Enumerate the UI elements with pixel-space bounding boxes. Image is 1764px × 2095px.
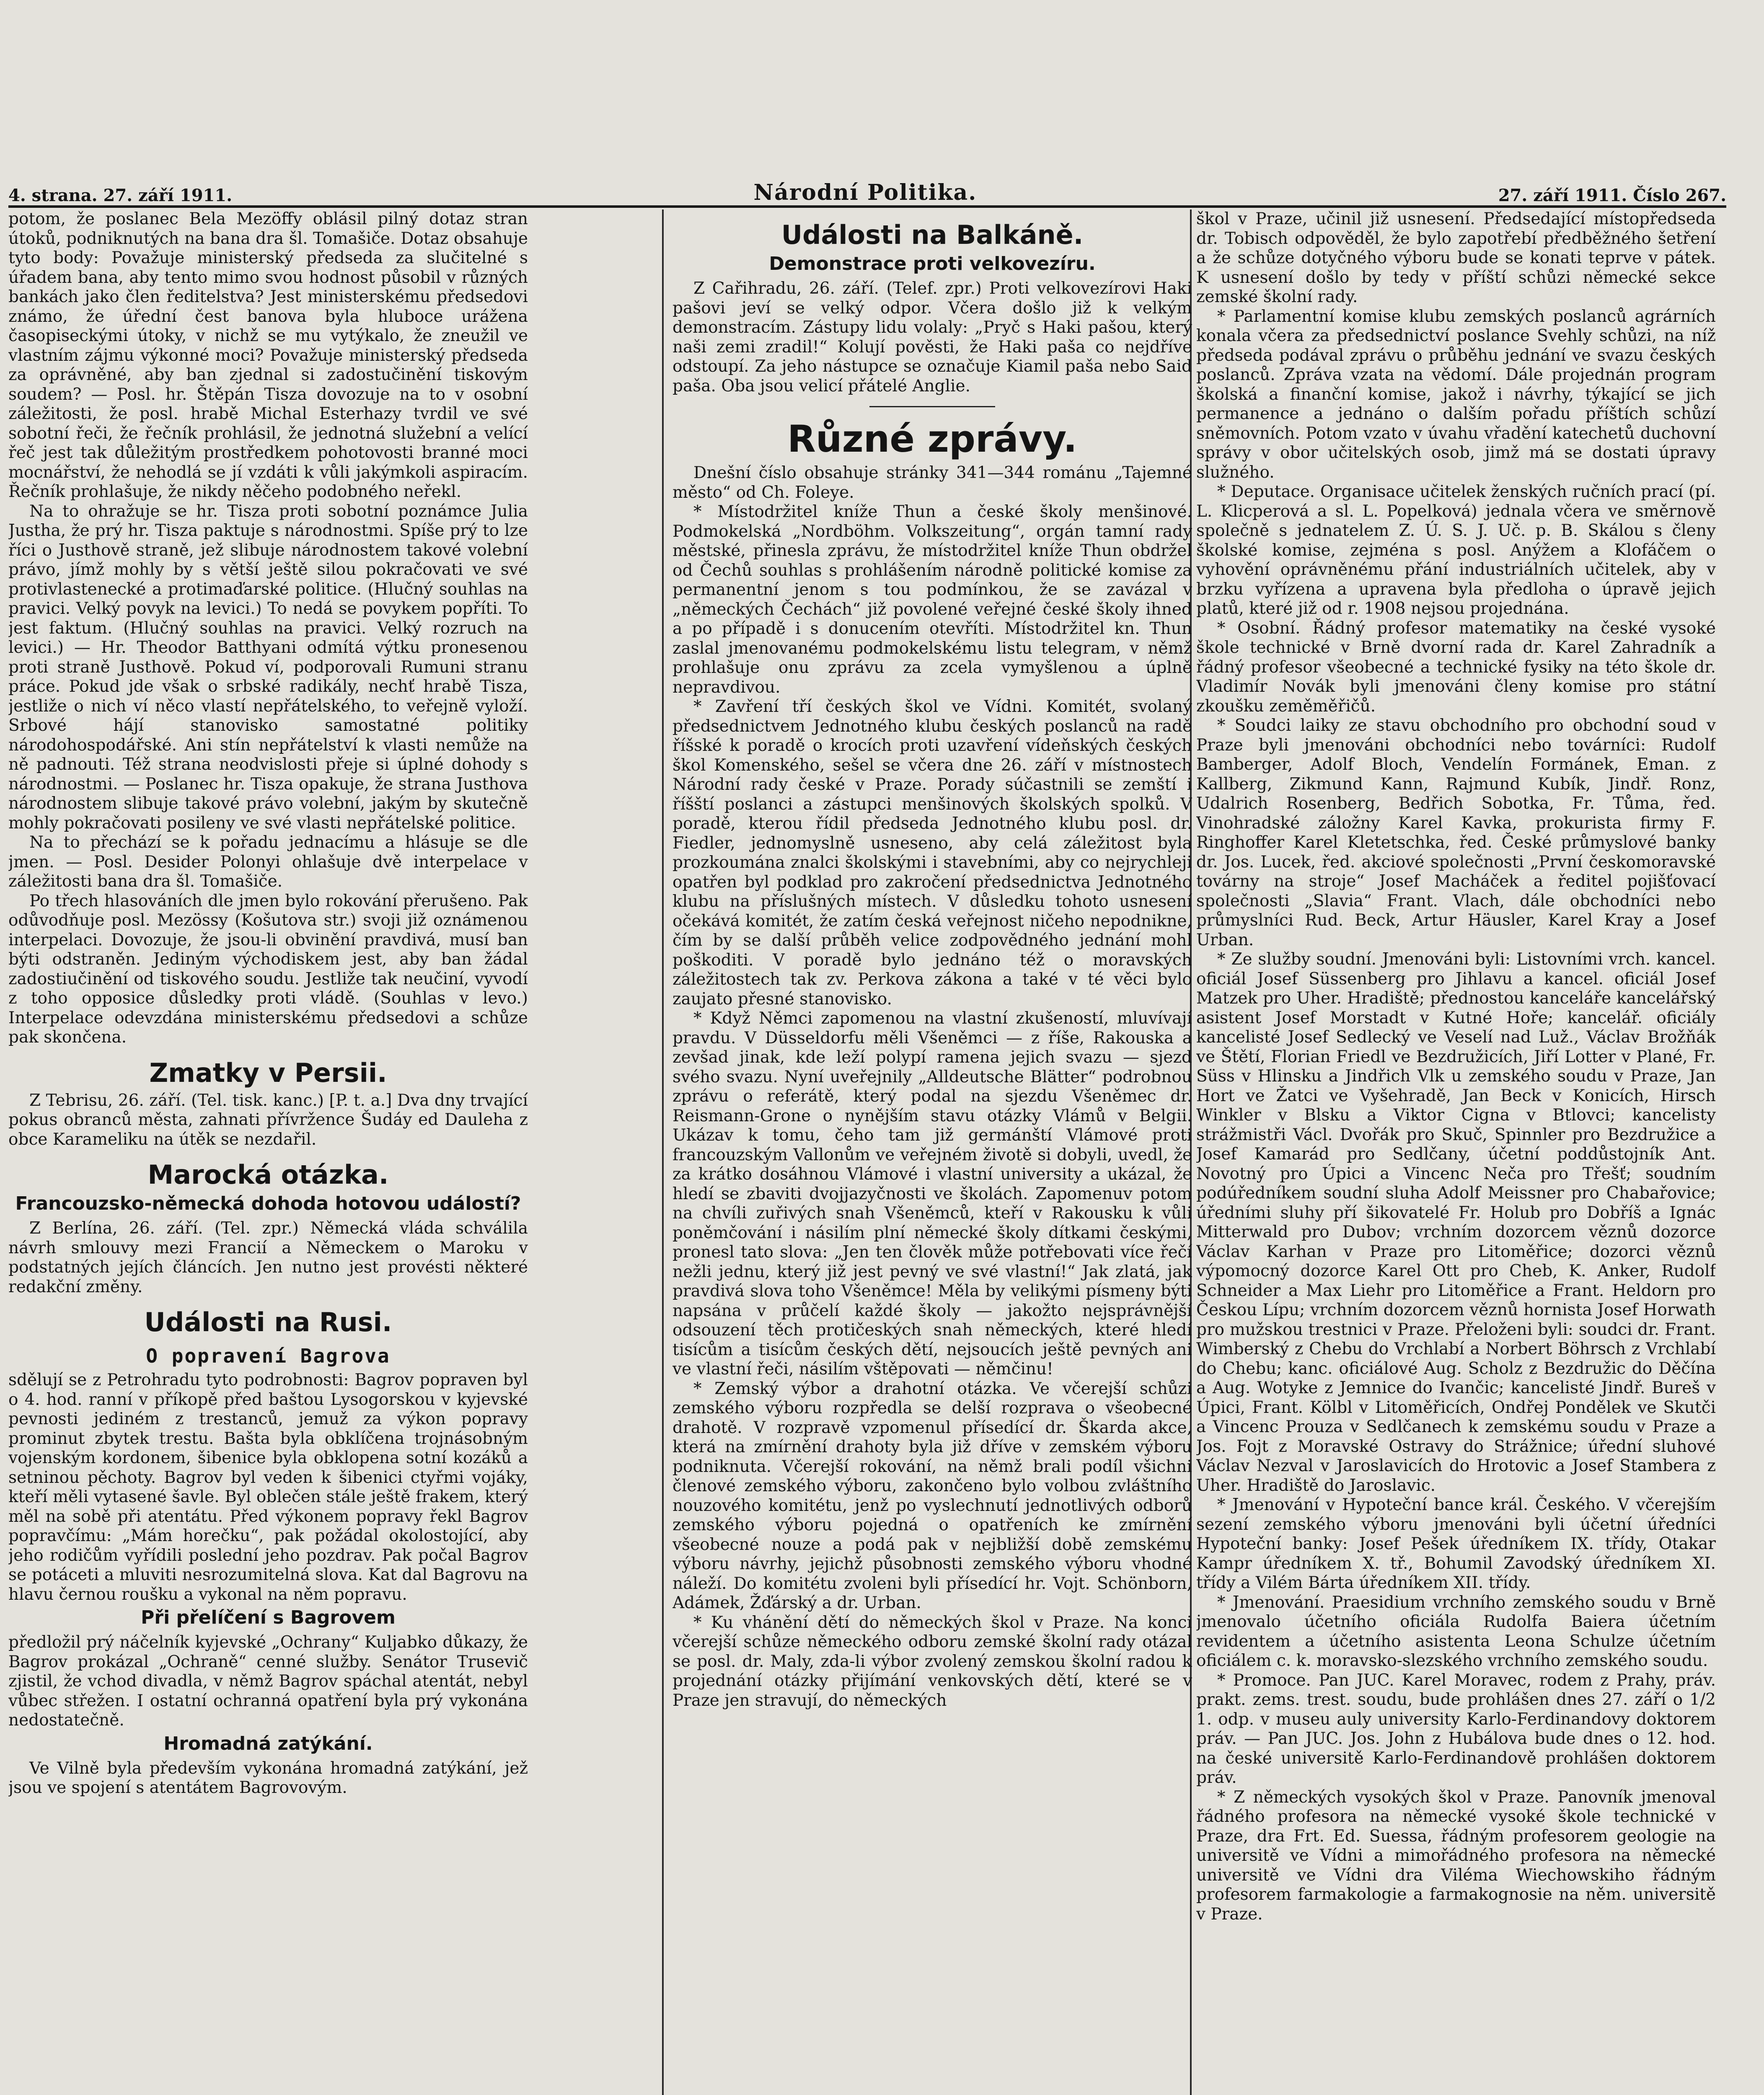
article-paragraph: Z Berlína, 26. září. (Tel. zpr.) Německá vláda schválila návrh smlouvy mezi Francií a Německem o Maroku v podstatných jejích článcích. Jen nutno jest provésti některé redakční změny. <box>8 1219 528 1296</box>
column-divider-1 <box>662 210 664 2095</box>
section-rule <box>869 406 995 407</box>
article-paragraph: * Promoce. Pan JUC. Karel Moravec, rodem z Prahy, práv. prakt. zems. trest. soudu, bude prohlášen dnes 27. září o 1/2 1. odp. v museu auly university Karlo-Ferdinandovy doktorem práv. — Pan JUC. Jos. John z Hubálova bude dnes o 12. hod. na české universitě Karlo-Ferdinandově prohlášen doktorem práv. <box>1196 1671 1716 1787</box>
heading-rus: Události na Rusi. <box>144 1307 392 1337</box>
subheading-bagrov: O popravení Bagrova <box>146 1345 391 1367</box>
article-paragraph: * Ze služby soudní. Jmenováni byli: Listovními vrch. kancel. oficiál Josef Süssenberg pro Jihlavu a kancel. oficiál Josef Matzek pro Uher. Hradiště; přednostou kanceláře kancelářský asistent Josef Morstadt v Kutné Hoře; kancelář. oficiály kancelisté Josef Sedlecký ve Veselí nad Luž., Václav Brožňák ve Štětí, Florian Friedl ve Bezdružicích, Jiří Lotter v Plané, Fr. Süss v Hlinsku a Jindřich Vlk u zemského soudu v Praze, Jan Hort ve Žatci ve Vyšehradě, Jan Beck v Konicích, Hirsch Winkler v Blsku a Viktor Cigna v Btlovci; kancelisty strážmistři Václ. Dvořák pro Skuč, Spinnler pro Bezdružice a Josef Kamarád pro Sedlčany, účetní poddůstojník Ant. Novotný pro Úpici a Vincenc Neča pro Třešť; soudním podúředníkem soudní sluha Adolf Meissner pro Chabařovice; úředními sluhy pří šikovatelé Fr. Holub pro Dobříš a Ignác Mitterwald pro Dubov; vrchním dozorcem věznů dozorce Václav Karhan v Praze pro Litoměřice; dozorci věznů výpomocný dozorce Karel Ott pro Cheb, K. Anker, Rudolf Schneider a Max Liehr pro Litoměřice a Frant. Heldorn pro Českou Lípu; vrchním dozorcem věznů hornista Josef Horwath pro mužskou trestnici v Praze. Přeloženi byli: soudci dr. Frant. Wimberský z Chebu do Vrchlabí a Norbert Böhrsch z Vrchlabí do Chebu; kanc. oficiálové Aug. Scholz z Bezdružic do Děčína a Aug. Wotyke z Jemnice do Ivančic; kancelisté Jindř. Bureš v Úpici, Frant. Kölbl v Litoměřicích, Ondřej Pondělek ve Skutči a Vincenc Prouza v Sedlčanech k zemskému soudu v Praze a Jos. Fojt z Moravské Ostravy do Strážnice; úřední sluhové Václav Nezval v Jaroslavicích do Hrotovic a Josef Stambera z Uher. Hradiště do Jaroslavic. <box>1196 950 1716 1495</box>
masthead: Národní Politika. <box>753 180 977 205</box>
column-1 <box>8 210 528 2095</box>
subheading-demonstrace: Demonstrace proti velkovezíru. <box>769 253 1096 274</box>
article-paragraph: Z Cařihradu, 26. září. (Telef. zpr.) Proti velkovezírovi Haki pašovi jeví se velký odpor. Včera došlo již k velkým demonstracím. Zástupy lidu volaly: „Pryč s Haki pašou, který naši zemi zradil!“ Kolují pověsti, že Haki paša co nejdříve odstoupí. Za jeho nástupce se označuje Kiamil paša nebo Said paša. Oba jsou velicí přátelé Anglie. <box>672 279 1192 396</box>
article-paragraph: Po třech hlasováních dle jmen bylo rokování přerušeno. Pak odůvodňuje posl. Mezössy (Košutova str.) svoji již oznámenou interpelaci. Dovozuje, že jsou-li obvinění pravdivá, musí ban býti odstraněn. Jediným východiskem jest, aby ban žádal zadostiučinění od tiskového soudu. Jestliže tak neučiní, vyvodí z toho opposice důsledky proti vládě. (Souhlas v levo.) Interpelace odevzdána ministerskému předsedovi a schůze pak skončena. <box>8 891 528 1047</box>
article-paragraph: Na to přechází se k pořadu jednacímu a hlásuje se dle jmen. — Posl. Desider Polonyi ohlašuje dvě interpelace v záležitosti bana dra šl. Tomašiče. <box>8 833 528 891</box>
article-paragraph: * Z německých vysokých škol v Praze. Panovník jmenoval řádného profesora na německé vysoké škole technické v Praze, dra Frt. Ed. Suessa, řádným profesorem geologie na universitě ve Vídni a mimořádného profesora na německé universitě ve Vídni dra Viléma Wiechowskiho řádným profesorem farmakologie a farmakognosie na něm. universitě v Praze. <box>1196 1787 1716 1924</box>
article-paragraph: * Osobní. Řádný profesor matematiky na české vysoké škole technické v Brně dvorní rada dr. Karel Zahradník a řádný profesor všeobecné a technické fysiky na této škole dr. Vladimír Novák byli jmenováni členy komise pro státní zkoušku zeměměřičů. <box>1196 618 1716 716</box>
article-paragraph: * Když Němci zapomenou na vlastní zkušeností, mluvívají pravdu. V Düsseldorfu měli Všeněmci — z říše, Rakouska a zevšad jinak, kde leží polypí ramena jejich svazu — sjezd svého svazu. Nyní uveřejnily „Alldeutsche Blätter“ podrobnou zprávu o referátě, který podal na sjezdu Všeněmec dr. Reismann-Grone o nynějším stavu otázky Vlámů v Belgii. Ukázav k tomu, čeho tam již germánští Vlámové proti francouzským Vallonům ve veřejném životě si dobyli, uvedl, že za krátko dosáhnou Vlámové i vlastní university a ukázal, že hledí se zbaviti dvojjazyčnosti ve školách. Zapomenuv potom na chvíli zuřivých snah Všeněmců, kteří v Rakousku k vůli poněmčování i násilím plní německé školy dítkami českými, pronesl tato slova: „Jen ten člověk může potřebovati více řečí nežli jednu, který již jest pevný ve své vlastní!“ Jak zlatá, jak pravdivá slova toho Všeněmce! Měla by velikými písmeny býti napsána v průčelí každé školy — jakožto nejsprávnější odsouzení těch protičeských snah německých, které hledí tisícům a tisícům českých dětí, nejsoucích ještě pevných ani ve vlastní řeči, násilím vštěpovati — němčinu! <box>672 1009 1192 1379</box>
header-rule <box>8 205 1726 208</box>
header-right: 27. září 1911. Číslo 267. <box>1498 186 1726 205</box>
article-paragraph: * Jmenování v Hypoteční bance král. Českého. V včerejším sezení zemského výboru jmenováni byli účetní úředníci Hypoteční banky: Josef Pešek úředníkem IX. třídy, Otakar Kampr úředníkem X. tř., Bohumil Zavodský úředníkem XI. třídy a Vilém Bárta úředníkem XII. třídy. <box>1196 1495 1716 1592</box>
heading-maroko: Marocká otázka. <box>147 1159 389 1190</box>
article-paragraph: * Parlamentní komise klubu zemských poslanců agrárních konala včera za předsednictví poslance Svehly schůzi, na níž předseda podával zprávu o průběhu jednání ve svazu českých poslanců. Zpráva vzata na vědomí. Dále projednán program školská a finanční komise, jakož i návrhy, týkající se jich permanence a jednáno o dalším pořadu příštích schůzí sněmovních. Potom vzato v úvahu vřadění katechetů duchovní správy v obor učitelských osob, jimž má se dostati úpravy služného. <box>1196 307 1716 482</box>
article-paragraph: * Jmenování. Praesidium vrchního zemského soudu v Brně jmenovalo účetního oficiála Rudolfa Baiera účetním revidentem a účetního asistenta Leona Schulze účetním oficiálem c. k. moravsko-slezského vrchního zemského soudu. <box>1196 1593 1716 1670</box>
article-paragraph: * Místodržitel kníže Thun a české školy menšinové. Podmokelská „Nordböhm. Volkszeitung“, orgán tamní rady městské, přinesla zprávu, že místodržitel kníže Thun obdržel od Čechů souhlas s prohlášením národně politické komise za permanentní jenom s tou podmínkou, že se zavázal v „německých Čechách“ již povolené veřejné české školy ihned a po případě i s donucením otevříti. Místodržitel kn. Thun zaslal jmenovanému podmokelskému listu telegram, v němž prohlašuje onu zprávu za zcela vymyšlenou a úplně nepravdivou. <box>672 502 1192 697</box>
column-3 <box>1196 210 1716 2095</box>
subheading-zatykani: Hromadná zatýkání. <box>163 1733 373 1754</box>
article-paragraph: * Zemský výbor a drahotní otázka. Ve včerejší schůzi zemského výboru rozpředla se delší rozprava o všeobecné drahotě. V rozpravě vzpomenul přísedící dr. Škarda akce, která na zmírnění drahoty byla již dříve v zemském výboru podniknuta. Včerejší rokování, na němž brali podíl všichni členové zemského výboru, zakončeno bylo volbou zvláštního nouzového komitétu, jenž po vyslechnutí jednotlivých odborů zemského výboru pojedná o opatřeních ke zmírnění všeobecné nouze a podá pak v nejbližší době zemskému výboru návrhy, jejichž působnosti zemského výboru vhodné náleží. Do komitétu zvoleni byli přísedící hr. Vojt. Schönborn, Adámek, Žďárský a dr. Urban. <box>672 1379 1192 1612</box>
subheading-maroko: Francouzsko-německá dohoda hotovou událostí? <box>15 1193 521 1214</box>
article-paragraph: * Zavření tří českých škol ve Vídni. Komitét, svolaný předsednictvem Jednotného klubu českých poslanců na radě říšské k poradě o krocích proti uzavření vídeňských českých škol Komenského, sešel se včera dne 26. září v místnostech Národní rady české v Praze. Porady súčastnili se zemští i říšští poslanci a zástupci menšinových školských spolků. V poradě, kterou řídil předseda Jednotného klubu posl. dr. Fiedler, jednomyslně usneseno, aby celá záležitost byla prozkoumána znalci školskými i stavebními, aby co nejrychleji opatřen byl podklad pro zakročení předsednictva Jednotného klubu na příslušných místech. V důsledku tohoto usnesení očekává komitét, že zatím česká veřejnost ničeho nepodnikne, čím by se další průběh velice zodpovědného jednání mohl poškoditi. V poradě bylo jednáno též o moravských záležitostech tak zv. Perkova zákona a také v té věci bylo zaujato přesné stanovisko. <box>672 697 1192 1009</box>
subheading-prelicen: Při přelíčení s Bagrovem <box>141 1607 396 1628</box>
article-paragraph: * Ku vhánění dětí do německých škol v Praze. Na konci včerejší schůze německého odboru zemské školní rady otázal se posl. dr. Maly, zda-li výbor zvolený zemskou školní radou k projednání otázky přijímání venkovských dětí, které se v Praze jen stravují, do německých <box>672 1613 1192 1710</box>
heading-ruzne: Různé zprávy. <box>787 417 1077 460</box>
header-left: 4. strana. 27. září 1911. <box>8 186 233 205</box>
article-paragraph: * Deputace. Organisace učitelek ženských ručních prací (pí. L. Klicperová a sl. L. Popelková) jednala včera ve směrnově společně s jednatelem Z. Ú. S. J. Uč. p. B. Skálou s členy školské komise, zejména s posl. Anýžem a Klofáčem o vyhovění oprávněnému přání industriálních učitelek, aby v brzku vyřízena a upravena byla předloha o úpravě jejich platů, které již od r. 1908 nejsou projednána. <box>1196 482 1716 618</box>
article-paragraph: Dnešní číslo obsahuje stránky 341—344 románu „Tajemné město“ od Ch. Foleye. <box>672 463 1192 502</box>
column-2 <box>672 210 1192 2095</box>
article-paragraph: předložil prý náčelník kyjevské „Ochrany“ Kuljabko důkazy, že Bagrov prokázal „Ochraně“ cenné služby. Senátor Trusevič zjistil, že vchod divadla, v němž Bagrov spáchal atentát, nebyl vůbec střežen. I ostatní ochranná opatření byla prý vykonána nedostatečně. <box>8 1633 528 1730</box>
article-paragraph: škol v Praze, učinil již usnesení. Předsedající místopředseda dr. Tobisch odpověděl, že bylo zapotřebí předběžného šetření a že schůze dotyčného výboru bude se konati teprve v pátek. K usnesení došlo by tedy v příští schůzi německé sekce zemské školní rady. <box>1196 210 1716 306</box>
article-paragraph: Z Tebrisu, 26. září. (Tel. tisk. kanc.) [P. t. a.] Dva dny trvající pokus obranců města, zahnati přívržence Šudáy ed Dauleha z obce Karameliku na útěk se nezdařil. <box>8 1091 528 1149</box>
heading-balkan: Události na Balkáně. <box>781 220 1084 250</box>
page-header <box>8 168 1726 205</box>
article-paragraph: potom, že poslanec Bela Mezöffy oblásil pilný dotaz stran útoků, podniknutých na bana dra šl. Tomašiče. Dotaz obsahuje tyto body: Považuje ministerský předseda za slučitelné s úřadem bana, aby tento mimo svou hodnost působil v různých bankách jako člen ředitelstva? Jest ministerskému předsedovi známo, že úřední čest banova byla hluboce urážena časopiseckými útoky, v nichž se mu vytýkalo, že zneužil ve vlastním zájmu výkonné moci? Považuje ministerský předseda za oprávněné, aby ban zjednal si zadostučinění tiskovým soudem? — Posl. hr. Štěpán Tisza dovozuje na to v osobní záležitosti, že posl. hrabě Michal Esterhazy tvrdil ve své sobotní řeči, že řečník prohlásil, že jednotná služební a velící řeč jest tak důležitým prostředkem pohotovosti branné moci mocnářství, že nehodlá se jí vzdáti k vůli jakýmkoli aspiracím. Řečník prohlašuje, že nikdy něčeho podobného neřekl. <box>8 210 528 501</box>
article-paragraph: Na to ohražuje se hr. Tisza proti sobotní poznámce Julia Justha, že prý hr. Tisza paktuje s národnostmi. Spíše prý to lze říci o Justhově straně, jež slibuje národnostem takové volební právo, jímž mohly by s větší ještě silou pokračovati ve své protivlastenecké a protimaďarské politice. (Hlučný souhlas na pravici. Velký povyk na levici.) To nedá se povykem popříti. To jest faktum. (Hlučný souhlas na pravici. Velký rozruch na levici.) — Hr. Theodor Batthyani odmítá výtku pronesenou proti straně Justhově. Pokud ví, podporovali Rumuni stranu práce. Pokud jde však o srbské radikály, nechť hrabě Tisza, jestliže o nich ví něco vlastí nepřátelského, to veřejně vyloží. Srbové hájí stanovisko samostatné politiky národohospodářské. Ani stín nepřátelství k vlasti nemůže na ně padnouti. Též strana neodvislosti přeje si úplné dohody s národnostmi. — Poslanec hr. Tisza opakuje, že strana Justhova národnostem slibuje takové právo volební, jakým by skutečně mohly pokračovati posileny ve své vlasti nepřátelské politice. <box>8 502 528 833</box>
heading-persie: Zmatky v Persii. <box>149 1057 387 1088</box>
article-paragraph: sdělují se z Petrohradu tyto podrobnosti: Bagrov popraven byl o 4. hod. ranní v příkopě před baštou Lysogorskou v kyjevské pevnosti jediném z trestanců, jemuž za výkon popravy prominut zbytek trestu. Bašta byla obklíčena trojnásobným vojenským kordonem, šibenice byla obklopena sotní kozáků a setninou pěchoty. Bagrov byl veden k šibenici ctyřmi vojáky, kteří měli vytasené šavle. Byl oblečen stále ještě frakem, který měl na sobě při atentátu. Před výkonem popravy řekl Bagrov popravčímu: „Mám horečku“, pak požádal okolostojící, aby jeho rodičům vyřídili poslední jeho pozdrav. Pak počal Bagrov se potáceti a mluviti nesrozumitelná slova. Kat dal Bagrovu na hlavu černou roušku a vykonal na něm popravu. <box>8 1371 528 1604</box>
article-paragraph: * Soudci laiky ze stavu obchodního pro obchodní soud v Praze byli jmenováni obchodníci nebo továrníci: Rudolf Bamberger, Adolf Bloch, Vendelín Formánek, Eman. z Kallberg, Zikmund Kann, Rajmund Kubík, Jindř. Ronz, Udalrich Rosenberg, Bedřich Sobotka, Fr. Tůma, řed. Vinohradské záložny Karel Kavka, prokurista firmy F. Ringhoffer Karel Kletetschka, řed. České průmyslové banky dr. Jos. Lucek, řed. akciové společnosti „První českomoravské továrny na stroje“ Josef Macháček a ředitel pojišťovací společnosti „Slavia“ Frant. Vlach, dále obchodníci nebo průmyslníci Rud. Beck, Artur Häusler, Karel Kray a Josef Urban. <box>1196 716 1716 949</box>
article-paragraph: Ve Vilně byla především vykonána hromadná zatýkání, jež jsou ve spojení s atentátem Bagrovovým. <box>8 1759 528 1797</box>
